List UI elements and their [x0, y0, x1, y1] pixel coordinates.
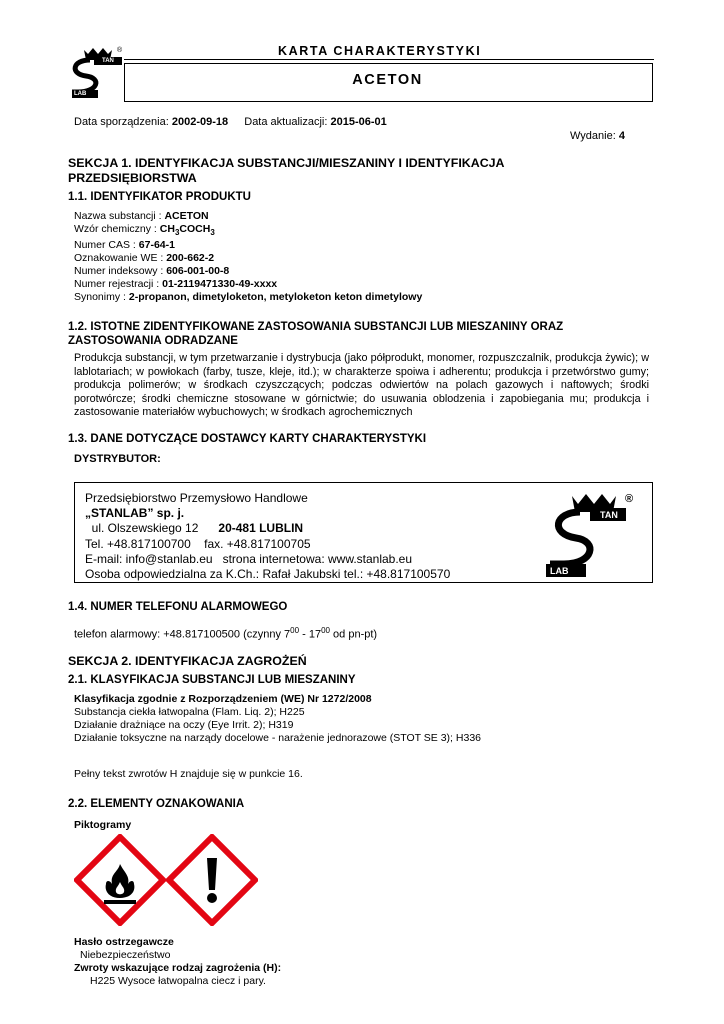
created-value: 2002-09-18 [171, 116, 229, 128]
s13-title: 1.3. DANE DOTYCZĄCE DOSTAWCY KARTY CHARAKTERYSTYKI [68, 433, 427, 445]
distributor-logo [542, 488, 642, 578]
section1-title [68, 156, 504, 186]
formula-label: Wzór chemiczny : [74, 223, 157, 235]
distributor-label: DYSTRYBUTOR: [74, 453, 161, 465]
stanlab-large-logo-icon [542, 488, 642, 578]
svg-text:®: ® [625, 493, 634, 505]
substance-name-value: ACETON [164, 210, 209, 222]
classification-item: Działanie toksyczne na narządy docelowe - narażenie jednorazowe (STOT SE 3); H336 [74, 732, 481, 744]
exclamation-pictogram [166, 834, 258, 931]
logo-registered-mark: ® [117, 47, 123, 54]
formula-row [74, 223, 422, 239]
index-row [74, 265, 422, 278]
edition-value: 4 [618, 130, 625, 142]
alarm-phone: telefon alarmowy: +48.817100500 (czynny $7^{00} - 17^{00}$ od pn-pt) [74, 626, 378, 641]
formula-value: $CH_3COCH_3$ [159, 223, 215, 238]
edition-label: Wydanie: [570, 130, 616, 142]
city: 20-481 LUBLIN [218, 521, 304, 536]
substance-name-row [74, 210, 422, 223]
svg-text:TAN: TAN [600, 510, 618, 520]
logo-text-top: TAN [102, 58, 114, 64]
registration-label: Numer rejestracji : [74, 278, 160, 290]
exclamation-mark-icon [166, 834, 258, 926]
we-value: 200-662-2 [166, 252, 215, 264]
street: ul. Olszewskiego 12 [91, 521, 199, 536]
we-row [74, 252, 422, 265]
section1-title-line2: PRZEDSIĘBIORSTWA [68, 171, 197, 185]
svg-text:LAB: LAB [550, 566, 569, 576]
cas-value: 67-64-1 [138, 239, 175, 251]
s12-title-line2: ZASTOSOWANIA ODRADZANE [68, 335, 238, 347]
product-identifier [74, 210, 422, 304]
hazard-statements-label: Zwroty wskazujące rodzaj zagrożenia (H): [74, 962, 282, 974]
phone-row [85, 537, 450, 552]
substance-name-label: Nazwa substancji : [74, 210, 162, 222]
s12-paragraph: Produkcja substancji, w tym przetwarzanie i dystrybucja (jako półprodukt, monomer, rozpuszczalnik, produkcja żywic); w lablotariach; w powłokach (farby, tusze, kleje, itd.); w charakterze spoiwa i adherentu; produkcja i przetwórstwo gumy; produkcja polimerów; w środkach czyszczących; podczas odwiertów na polach gazowych i naftowych; środki porotwórcze; środki chemiczne stosowane w górnictwie; do usuwania oblodzenia i zapobiegania mu; produkcja i zastosowanie materiałów wybuchowych; w środkach agrochemicznych [74, 352, 649, 418]
company-type: Przedsiębiorstwo Przemysłowo Handlowe [85, 491, 308, 505]
registration-row [74, 278, 422, 291]
cas-label: Numer CAS : [74, 239, 136, 251]
section2-title: SEKCJA 2. IDENTYFIKACJA ZAGROŻEŃ [68, 654, 307, 668]
responsible-person: Osoba odpowiedzialna za K.Ch.: Rafał Jakubski tel.: +48.817100570 [85, 567, 451, 582]
created-label: Data sporządzenia: [74, 116, 169, 128]
synonyms-row [74, 291, 422, 304]
s14-title: 1.4. NUMER TELEFONU ALARMOWEGO [68, 601, 288, 613]
updated-value: 2015-06-01 [330, 116, 387, 128]
s12-title-line1: 1.2. ISTOTNE ZIDENTYFIKOWANE ZASTOSOWANIA SUBSTANCJI LUB MIESZANINY ORAZ [68, 321, 564, 333]
we-label: Oznakowanie WE : [74, 252, 164, 264]
pictograms-label: Piktogramy [74, 819, 132, 831]
fax: fax. +48.817100705 [204, 536, 311, 551]
flame-icon [74, 834, 166, 926]
s21-title: 2.1. KLASYFIKACJA SUBSTANCJI LUB MIESZANINY [68, 674, 356, 686]
classification-block [74, 693, 481, 745]
section1-title-line1: SEKCJA 1. IDENTYFIKACJA SUBSTANCJI/MIESZANINY I IDENTYFIKACJA [68, 156, 505, 170]
company-name: „STANLAB” sp. j. [85, 506, 185, 521]
s11-title: 1.1. IDENTYFIKATOR PRODUKTU [68, 191, 251, 203]
index-label: Numer indeksowy : [74, 265, 164, 277]
classification-item: Substancja ciekła łatwopalna (Flam. Liq. 2); H225 [74, 706, 305, 718]
flame-pictogram [74, 834, 166, 931]
address-row [85, 521, 450, 536]
document-type-title: KARTA CHARAKTERYSTYKI [278, 44, 482, 58]
synonyms-label: Synonimy : [74, 291, 126, 303]
edition-line [570, 130, 625, 144]
full-text-note: Pełny tekst zwrotów H znajduje się w punkcie 16. [74, 768, 303, 780]
index-value: 606-001-00-8 [166, 265, 230, 277]
cas-row [74, 239, 422, 252]
header-rule [124, 59, 654, 60]
synonyms-value: 2-propanon, dimetyloketon, metyloketon keton dimetylowy [128, 291, 423, 303]
logo-text-bottom: LAB [74, 91, 87, 97]
contact-web-row [85, 552, 450, 567]
substance-title: ACETON [352, 72, 423, 88]
dates-line [74, 116, 387, 130]
website[interactable]: strona internetowa: www.stanlab.eu [222, 551, 413, 566]
signal-word-label: Hasło ostrzegawcze [74, 936, 174, 948]
signal-word-value: Niebezpieczeństwo [80, 949, 171, 961]
hazard-statement: H225 Wysoce łatwopalna ciecz i pary. [90, 975, 266, 987]
distributor-details [85, 491, 450, 582]
registration-value: 01-2119471330-49-xxxx [162, 278, 278, 290]
email[interactable]: E-mail: info@stanlab.eu [85, 551, 213, 566]
s12-title [68, 320, 563, 348]
phone: Tel. +48.817100700 [85, 536, 191, 551]
s22-title: 2.2. ELEMENTY OZNAKOWANIA [68, 798, 245, 810]
classification-title: Klasyfikacja zgodnie z Rozporządzeniem (WE) Nr 1272/2008 [74, 693, 372, 705]
classification-item: Działanie drażniące na oczy (Eye Irrit. 2); H319 [74, 719, 294, 731]
updated-label: Data aktualizacji: [244, 116, 328, 128]
signal-block [74, 936, 281, 988]
